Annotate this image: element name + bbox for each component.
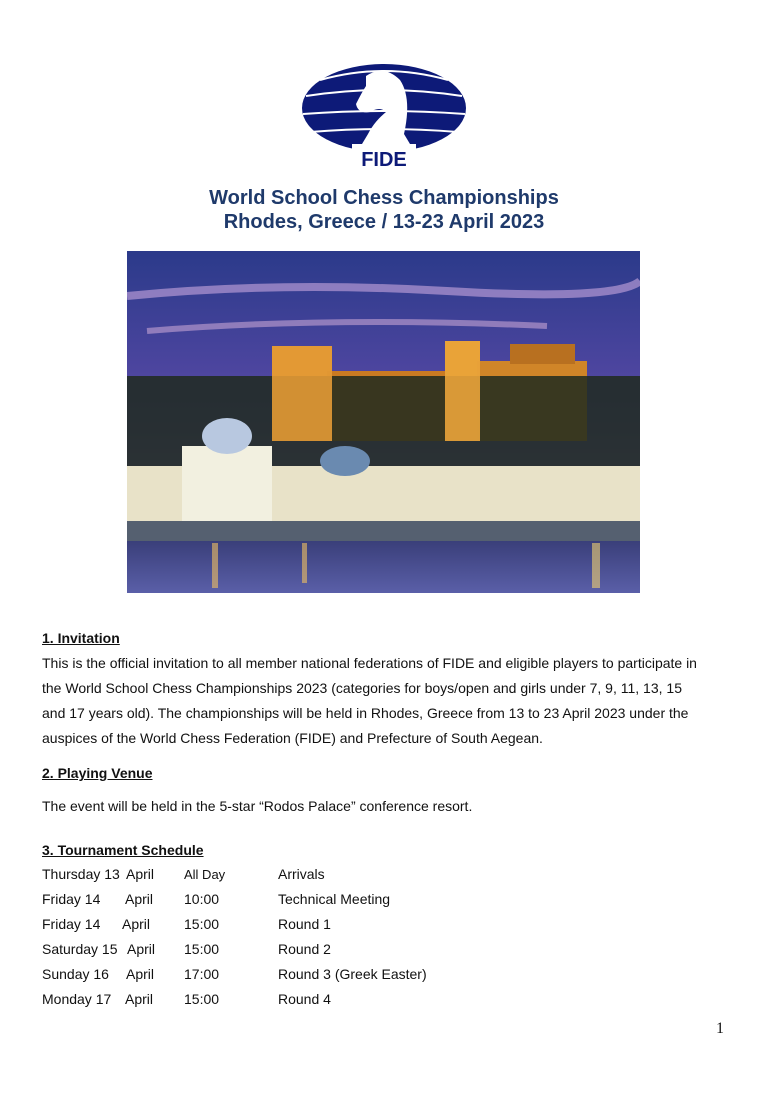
schedule-row — [42, 991, 542, 1016]
schedule-event: Round 3 (Greek Easter) — [278, 966, 427, 982]
schedule-month: April — [127, 941, 156, 957]
schedule-day: Thursday 13 — [42, 866, 120, 882]
schedule-event: Round 1 — [278, 916, 331, 932]
schedule-row — [42, 966, 542, 991]
schedule-event: Arrivals — [278, 866, 325, 882]
section-heading-venue: 2. Playing Venue — [42, 765, 153, 781]
schedule-time: 15:00 — [184, 941, 220, 957]
schedule-month: April — [125, 891, 154, 907]
schedule-time: 15:00 — [184, 991, 220, 1007]
schedule-day: Monday 17 — [42, 991, 112, 1007]
section-heading-schedule: 3. Tournament Schedule — [42, 842, 204, 858]
title-line-2: Rhodes, Greece / 13-23 April 2023 — [223, 211, 545, 233]
text-line: auspices of the World Chess Federation (FIDE) and Prefecture of South Aegean. — [42, 730, 543, 746]
venue-paragraph: The event will be held in the 5-star “Rodos Palace” conference resort. — [42, 798, 473, 814]
text-line: This is the official invitation to all member national federations of FIDE and eligible players to participate in — [42, 655, 697, 671]
schedule-event: Round 4 — [278, 991, 331, 1007]
schedule-row — [42, 941, 542, 966]
schedule-day: Friday 14 — [42, 916, 101, 932]
schedule-time: 15:00 — [184, 916, 220, 932]
schedule-time: 17:00 — [184, 966, 220, 982]
schedule-day: Friday 14 — [42, 891, 101, 907]
invitation-paragraph — [42, 651, 732, 751]
schedule-month: April — [126, 866, 155, 882]
schedule-month: April — [122, 916, 151, 932]
schedule-row — [42, 866, 542, 891]
page-number: 1 — [716, 1020, 724, 1037]
text-line: and 17 years old). The championships will be held in Rhodes, Greece from 13 to 23 April 2023 under the — [42, 705, 689, 721]
schedule-event: Technical Meeting — [278, 891, 391, 907]
schedule-month: April — [125, 991, 154, 1007]
schedule-day: Saturday 15 — [42, 941, 118, 957]
schedule-time: All Day — [184, 867, 226, 882]
schedule-row — [42, 891, 542, 916]
schedule-row — [42, 916, 542, 941]
schedule-event: Round 2 — [278, 941, 331, 957]
text-line: the World School Chess Championships 2023 (categories for boys/open and girls under 7, 9, 11, 13, 15 — [42, 680, 682, 696]
svg-text:FIDE: FIDE — [361, 149, 407, 171]
rhodes-castle-photo — [127, 251, 640, 593]
schedule-day: Sunday 16 — [42, 966, 109, 982]
section-heading-invitation: 1. Invitation — [42, 630, 120, 646]
schedule-time: 10:00 — [184, 891, 220, 907]
schedule-month: April — [126, 966, 155, 982]
title-line-1: World School Chess Championships — [209, 187, 559, 209]
fide-logo — [300, 62, 468, 172]
